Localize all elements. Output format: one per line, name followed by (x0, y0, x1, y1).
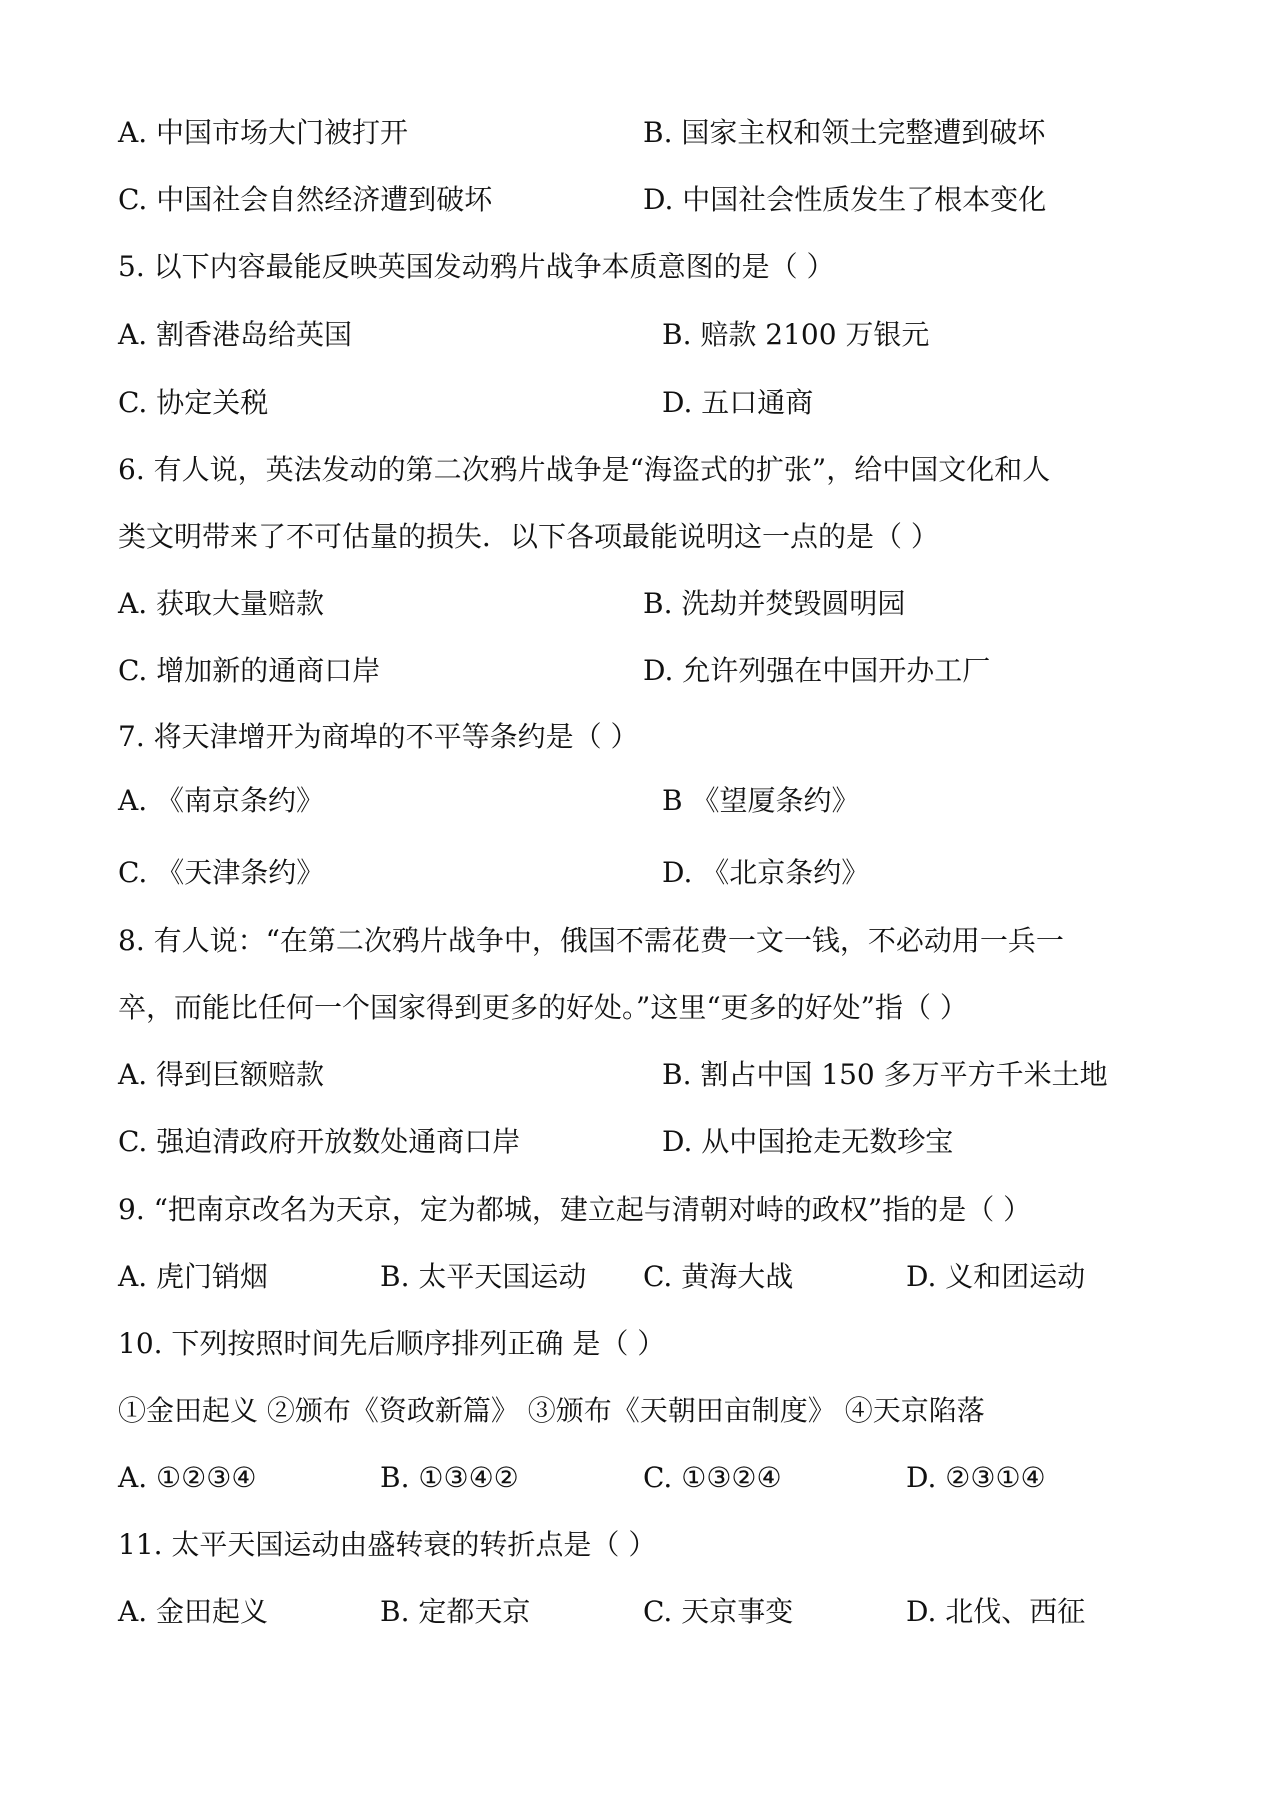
q10-option-b: B. ①③④② (380, 1461, 519, 1494)
q6-option-a: A. 获取大量赔款 (118, 587, 325, 620)
q6-option-c: C. 增加新的通商口岸 (118, 654, 381, 687)
q5-stem: 5. 以下内容最能反映英国发动鸦片战争本质意图的是（ ） (118, 250, 835, 283)
q9-option-a: A. 虎门销烟 (118, 1260, 269, 1293)
q6-stem-line1: 6. 有人说，英法发动的第二次鸦片战争是“海盗式的扩张”，给中国文化和人 (118, 453, 1051, 486)
q10-option-a: A. ①②③④ (118, 1461, 257, 1494)
q4-option-d: D. 中国社会性质发生了根本变化 (643, 183, 1047, 216)
q4-option-c: C. 中国社会自然经济遭到破坏 (118, 183, 493, 216)
q8-stem-line1: 8. 有人说：“在第二次鸦片战争中，俄国不需花费一文一钱，不必动用一兵一 (118, 924, 1064, 957)
q8-option-a: A. 得到巨额赔款 (118, 1058, 325, 1091)
q8-option-c: C. 强迫清政府开放数处通商口岸 (118, 1125, 521, 1158)
q11-option-c: C. 天京事变 (643, 1595, 794, 1628)
q7-option-a: A. 《南京条约》 (118, 784, 325, 817)
q4-option-a: A. 中国市场大门被打开 (118, 116, 409, 149)
q9-option-d: D. 义和团运动 (906, 1260, 1086, 1293)
q11-option-a: A. 金田起义 (118, 1595, 269, 1628)
q7-stem: 7. 将天津增开为商埠的不平等条约是（ ） (118, 720, 639, 753)
q7-option-c: C. 《天津条约》 (118, 856, 325, 889)
q10-option-c: C. ①③②④ (643, 1461, 782, 1494)
q9-option-c: C. 黄海大战 (643, 1260, 794, 1293)
q8-option-d: D. 从中国抢走无数珍宝 (662, 1125, 954, 1158)
q7-option-b: B 《望厦条约》 (662, 784, 860, 817)
q6-option-d: D. 允许列强在中国开办工厂 (643, 654, 991, 687)
q5-option-d: D. 五口通商 (662, 386, 814, 419)
q8-option-b: B. 割占中国 150 多万平方千米土地 (662, 1058, 1108, 1091)
q11-option-b: B. 定都天京 (380, 1595, 531, 1628)
q6-option-b: B. 洗劫并焚毁圆明园 (643, 587, 906, 620)
q5-option-b: B. 赔款 2100 万银元 (662, 318, 930, 351)
q11-option-d: D. 北伐、西征 (906, 1595, 1086, 1628)
q6-stem-line2: 类文明带来了不可估量的损失．以下各项最能说明这一点的是（ ） (118, 520, 939, 553)
q10-items: ①金田起义 ②颁布《资政新篇》 ③颁布《天朝田亩制度》 ④天京陷落 (118, 1394, 985, 1427)
q5-option-c: C. 协定关税 (118, 386, 269, 419)
q9-option-b: B. 太平天国运动 (380, 1260, 587, 1293)
q8-stem-line2: 卒，而能比任何一个国家得到更多的好处。”这里“更多的好处”指（ ） (118, 991, 968, 1024)
q4-option-b: B. 国家主权和领土完整遭到破坏 (643, 116, 1046, 149)
q10-stem: 10. 下列按照时间先后顺序排列正确 是（ ） (118, 1327, 666, 1360)
q7-option-d: D. 《北京条约》 (662, 856, 870, 889)
q10-option-d: D. ②③①④ (906, 1461, 1046, 1494)
q11-stem: 11. 太平天国运动由盛转衰的转折点是（ ） (118, 1528, 657, 1561)
q9-stem: 9. “把南京改名为天京，定为都城，建立起与清朝对峙的政权”指的是（ ） (118, 1193, 1032, 1226)
q5-option-a: A. 割香港岛给英国 (118, 318, 353, 351)
